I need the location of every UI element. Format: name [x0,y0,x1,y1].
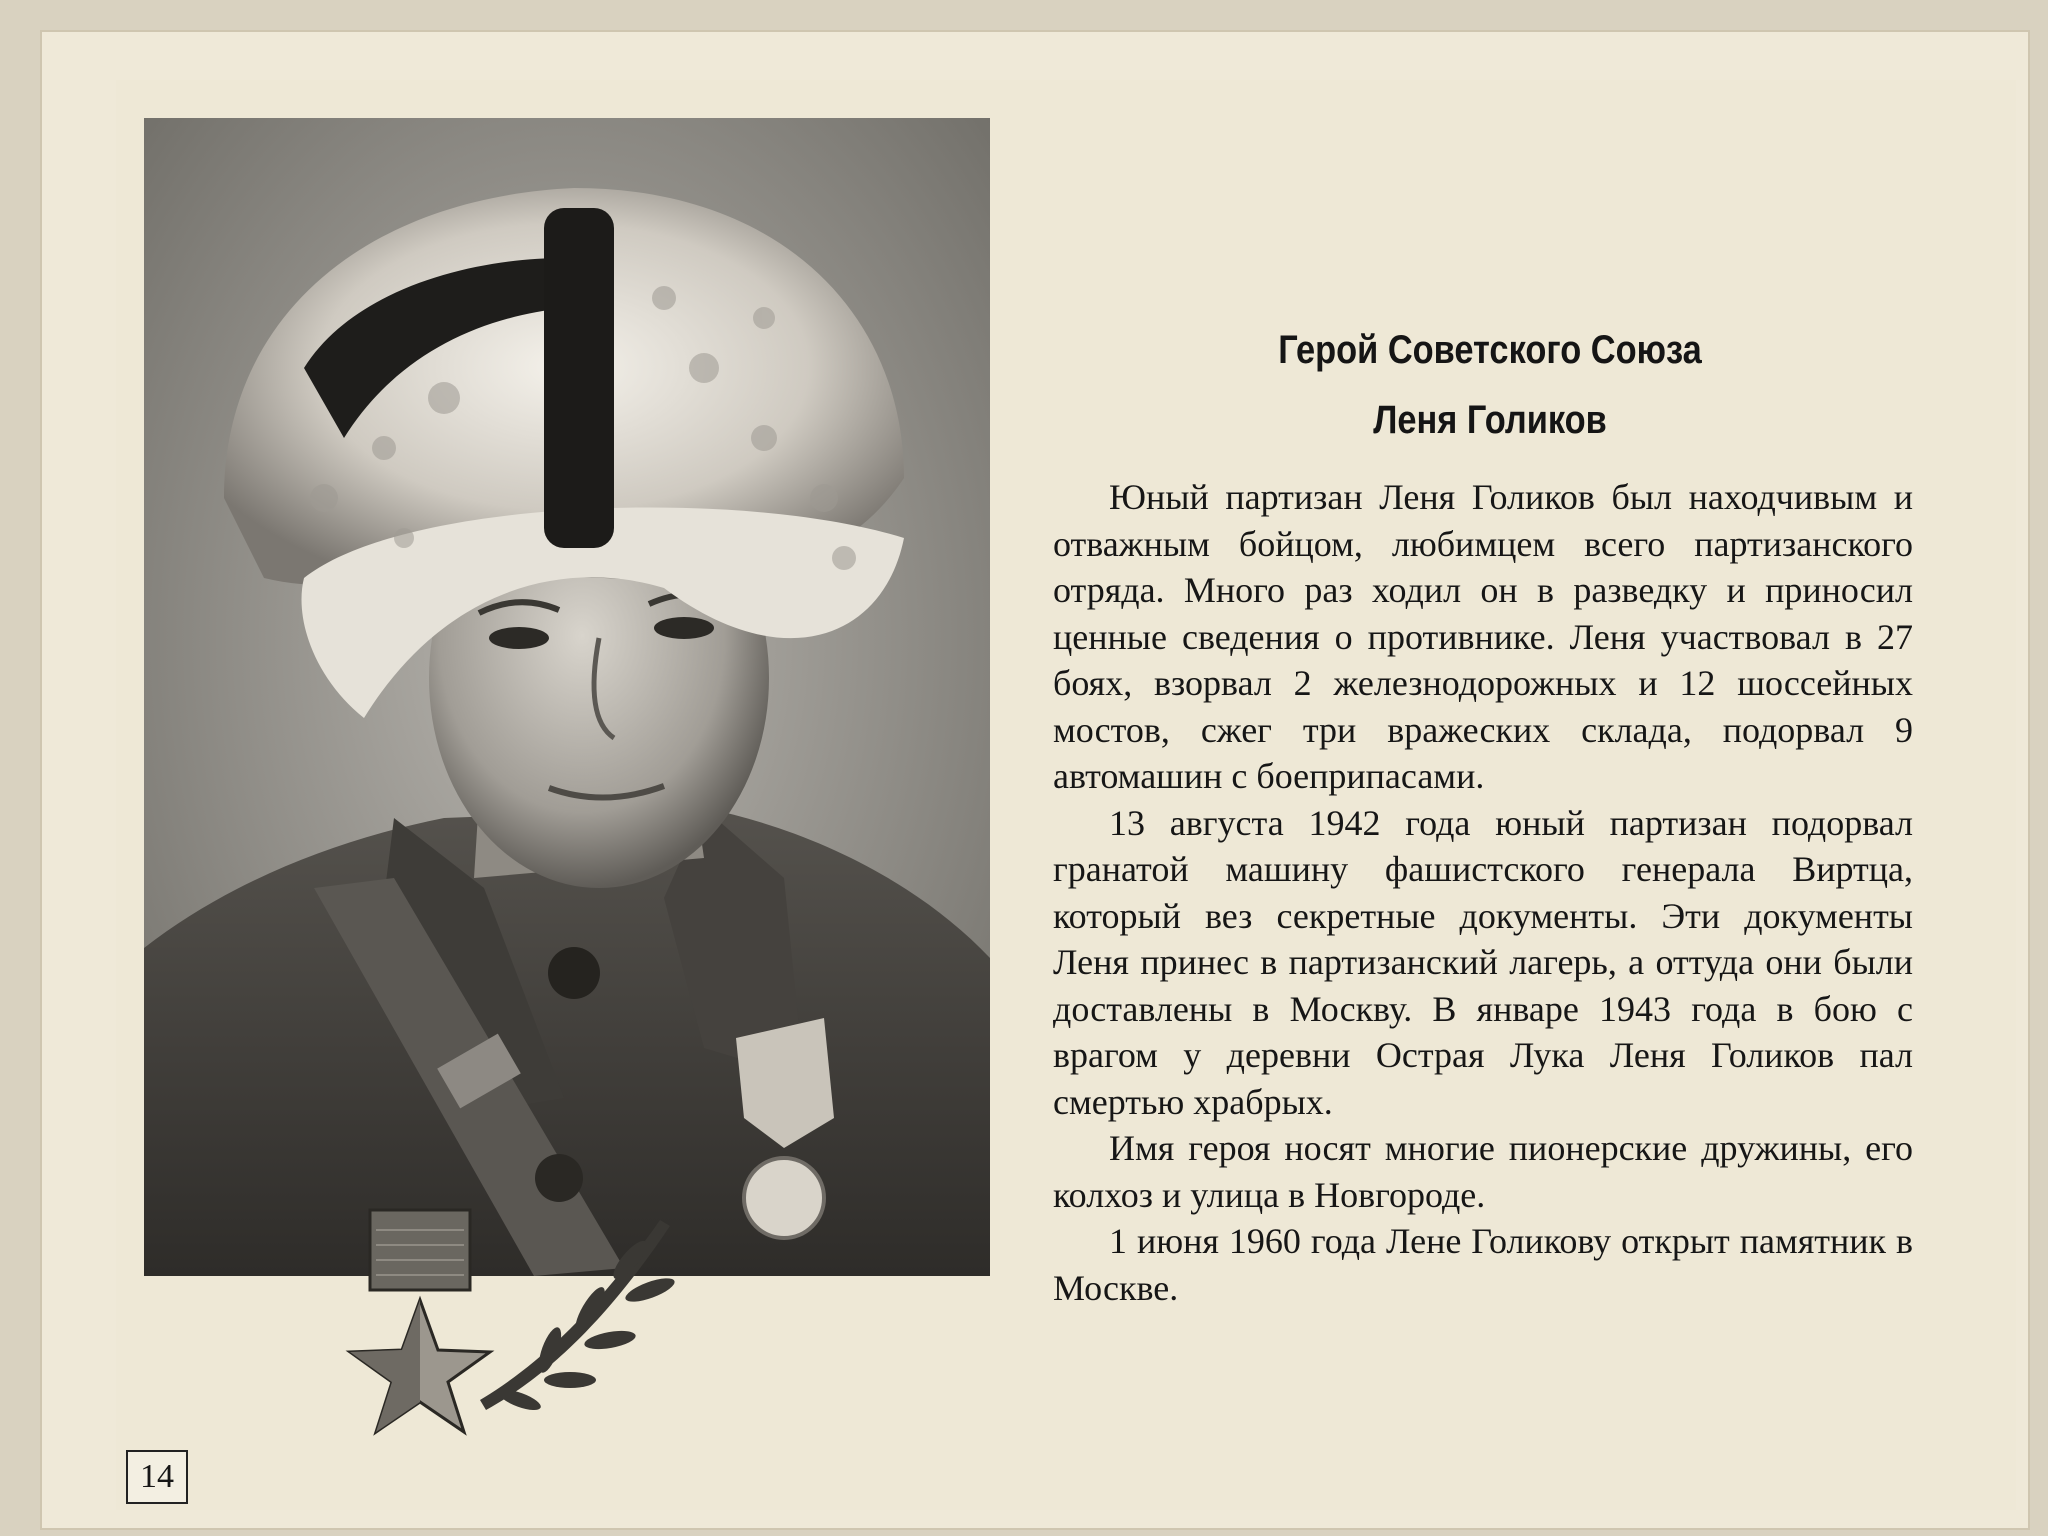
paragraph-1: Юный партизан Леня Голиков был находчивым и отважным бойцом, любимцем всего партизанского отряда. Много раз ходил он в разведку и приносил ценные сведения о противнике. Леня участвовал в 27 боях, взорвал 2 железнодорожных и 12 шоссейных мостов, сжег три вражеских склада, подорвал 9 автомашин с боеприпасами. [1053,477,1913,796]
body-text [1053,474,1913,1311]
page-sheet [40,30,2030,1530]
title-line-2: Леня Голиков [1373,398,1607,442]
portrait-illustration [144,118,990,1276]
paragraph-2: 13 августа 1942 года юный партизан подорвал гранатой машину фашистского генерала Виртца, который вез секретные документы. Эти документы Леня принес в партизанский лагерь, а оттуда они были доставлены в Москву. В январе 1943 года в бою с врагом у деревни Острая Лука Леня Голиков пал смертью храбрых. [1053,802,1913,1122]
paragraph-4: 1 июня 1960 года Лене Голикову открыт памятник в Москве. [1053,1221,1913,1308]
portrait-photo [144,118,990,1276]
gold-star-medal-icon [330,1200,690,1460]
page-number: 14 [126,1450,188,1504]
page-title [1146,315,1834,455]
paragraph-3: Имя героя носят многие пионерские дружины, его колхоз и улица в Новгороде. [1053,1128,1913,1215]
title-line-1: Герой Советского Союза [1278,328,1702,372]
